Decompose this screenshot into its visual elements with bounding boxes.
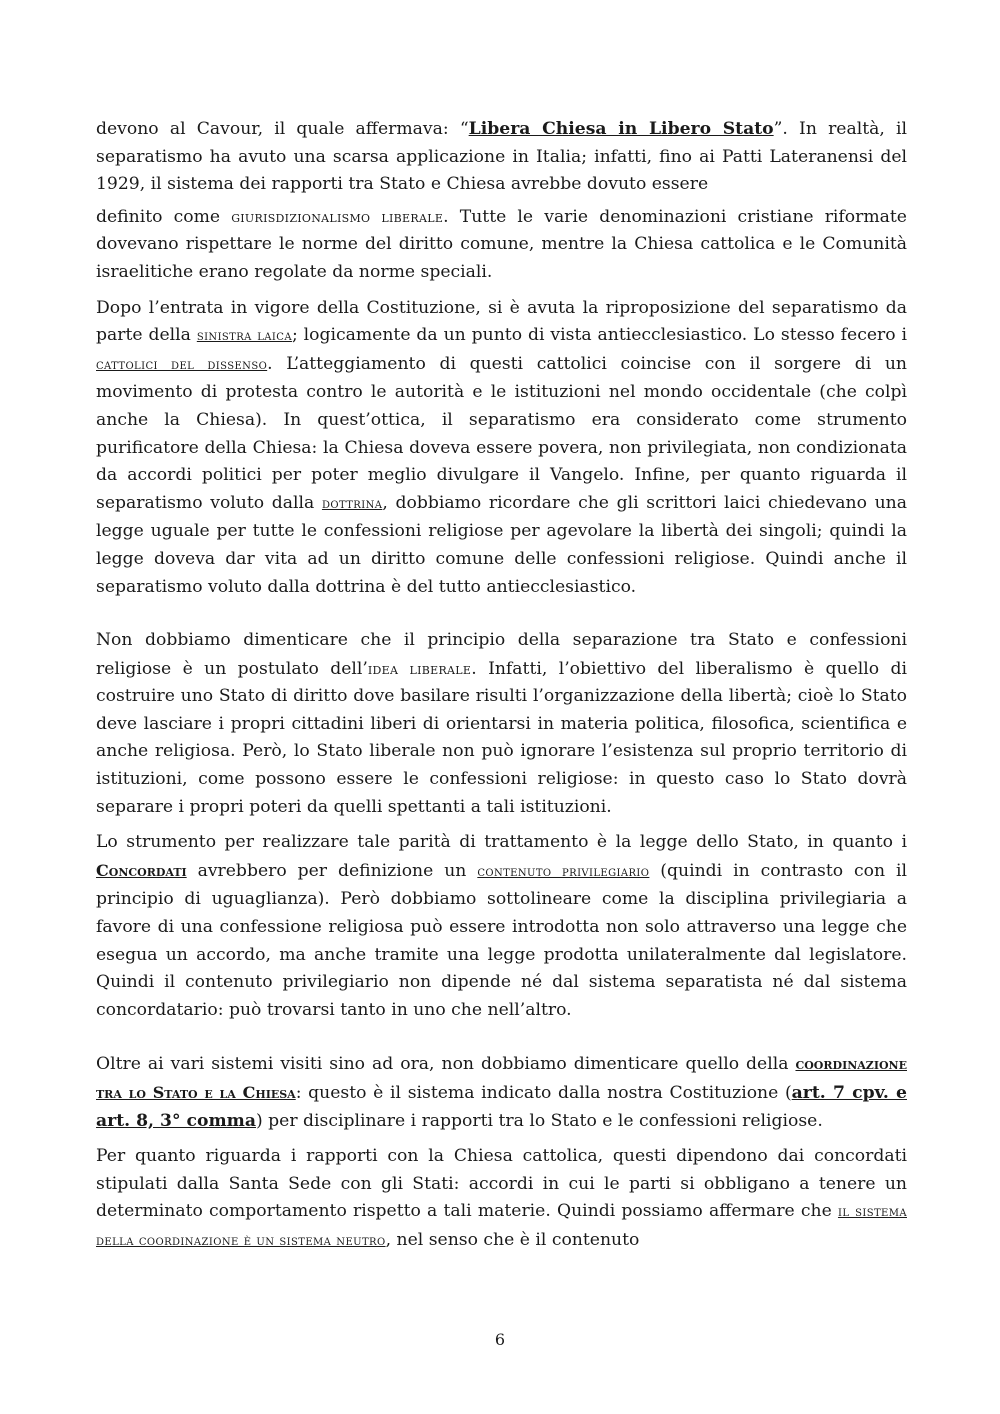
term-sinistra-laica: sinistra laica bbox=[196, 328, 292, 345]
text: . L’atteggiamento di questi cattolici coincise con il sorgere di un movimento di protesta contro le autorità e le istituzioni nel mondo occidentale (che colpì anche la Chiesa). In quest’ottica, il separatismo era considerato come strumento purificatore della Chiesa: la Chiesa doveva essere povera, non privilegiata, non condizionata da accordi politici per poter meglio divulgare il Vangelo. Infine, per quanto riguarda il separatismo voluto dalla bbox=[96, 353, 907, 513]
term-sistema-neutro: il sistema della coordinazione è un sistema neutro bbox=[96, 1204, 907, 1249]
quote-libera-chiesa: Libera Chiesa in Libero Stato bbox=[468, 119, 774, 139]
text: Per quanto riguarda i rapporti con la Chiesa cattolica, questi dipendono dai concordati stipulati dalla Santa Sede con gli Stati: accordi in cui le parti si obbligano a tenere un determinato comportamento rispetto a tali materie. Quindi possiamo affermare che bbox=[96, 1146, 907, 1222]
text: avrebbero per definizione un bbox=[186, 860, 478, 881]
page-number: 6 bbox=[494, 1330, 506, 1349]
paragraph-coordinazione bbox=[96, 1050, 907, 1135]
paragraph-concordati bbox=[96, 829, 907, 1024]
paragraph-rapporti-chiesa bbox=[96, 1143, 907, 1255]
paragraph-cavour bbox=[96, 116, 907, 199]
term-idea-liberale: idea liberale bbox=[367, 658, 472, 678]
text: ) per disciplinare i rapporti tra lo Stato e le confessioni religiose. bbox=[256, 1110, 823, 1131]
term-concordati: Concordati bbox=[96, 860, 187, 880]
text: : questo è il sistema indicato dalla nostra Costituzione ( bbox=[295, 1083, 792, 1103]
term-contenuto-privilegiario: contenuto privilegiario bbox=[477, 863, 650, 880]
text: . Infatti, l’obiettivo del liberalismo è quello di costruire uno Stato di diritto dove basilare risulti l’organizzazione della libertà; cioè lo Stato deve lasciare i propri cittadini liberi di orientarsi in materia politica, filosofica, scientifica e anche religiosa. Però, lo Stato liberale non può ignorare l’esistenza sul proprio territorio di istituzioni, come possono essere le confessioni religiose: in questo caso lo Stato dovrà separare i propri poteri da quelli spettanti a tali istituzioni. bbox=[96, 658, 907, 817]
text: definito come bbox=[96, 206, 232, 227]
document-body bbox=[96, 116, 907, 1264]
article-reference: art. 7 cpv. e art. 8, 3° comma bbox=[96, 1083, 907, 1131]
paragraph-giurisdizionalismo bbox=[96, 203, 907, 287]
text: Dopo l’entrata in vigore della Costituzione, si è avuta la riproposizione del separatismo da parte della bbox=[96, 297, 907, 346]
text: Oltre ai vari sistemi visiti sino ad ora, non dobbiamo dimenticare quello della bbox=[96, 1054, 796, 1075]
text: . Tutte le varie denominazioni cristiane riformate dovevano rispettare le norme del diritto comune, mentre la Chiesa cattolica e le Comunità israelitiche erano regolate da norme speciali. bbox=[96, 206, 907, 282]
text: , dobbiamo ricordare che gli scrittori laici chiedevano una legge uguale per tutte le confessioni religiose per agevolare la libertà dei singoli; quindi la legge doveva dar vita ad un diritto comune delle confessioni religiose. Quindi anche il separatismo voluto dalla dottrina è del tutto antiecclesiastico. bbox=[96, 492, 907, 597]
term-dottrina: dottrina bbox=[321, 495, 383, 512]
paragraph-costituzione bbox=[96, 295, 907, 602]
text: devono al Cavour, il quale affermava: “ bbox=[96, 119, 469, 139]
paragraph-idea-liberale bbox=[96, 627, 907, 821]
text: Lo strumento per realizzare tale parità di trattamento è la legge dello Stato, in quanto i bbox=[96, 832, 907, 853]
term-giurisdizionalismo-liberale: giurisdizionalismo liberale bbox=[231, 206, 444, 226]
term-coordinazione: coordinazione tra lo Stato e la Chiesa bbox=[96, 1054, 907, 1102]
text: ”. In realtà, il separatismo ha avuto una scarsa applicazione in Italia; infatti, fino ai Patti Lateranensi del 1929, il sistema dei rapporti tra Stato e Chiesa avrebbe dovuto essere bbox=[96, 119, 907, 195]
text: , nel senso che è il contenuto bbox=[385, 1229, 640, 1250]
text: Non dobbiamo dimenticare che il principio della separazione tra Stato e confessioni religiose è un postulato dell’ bbox=[96, 630, 907, 679]
text: (quindi in contrasto con il principio di uguaglianza). Però dobbiamo sottolineare come la disciplina privilegiaria a favore di una confessione religiosa può essere introdotta non solo attraverso una legge che esegua un accordo, ma anche tramite una legge prodotta unilateralmente dal legislatore. Quindi il contenuto privilegiario non dipende né dal sistema separatista né dal sistema concordatario: può trovarsi tanto in uno che nell’altro. bbox=[96, 860, 907, 1020]
term-cattolici-del-dissenso: cattolici del dissenso bbox=[96, 356, 268, 373]
text: ; logicamente da un punto di vista antiecclesiastico. Lo stesso fecero i bbox=[291, 325, 907, 346]
